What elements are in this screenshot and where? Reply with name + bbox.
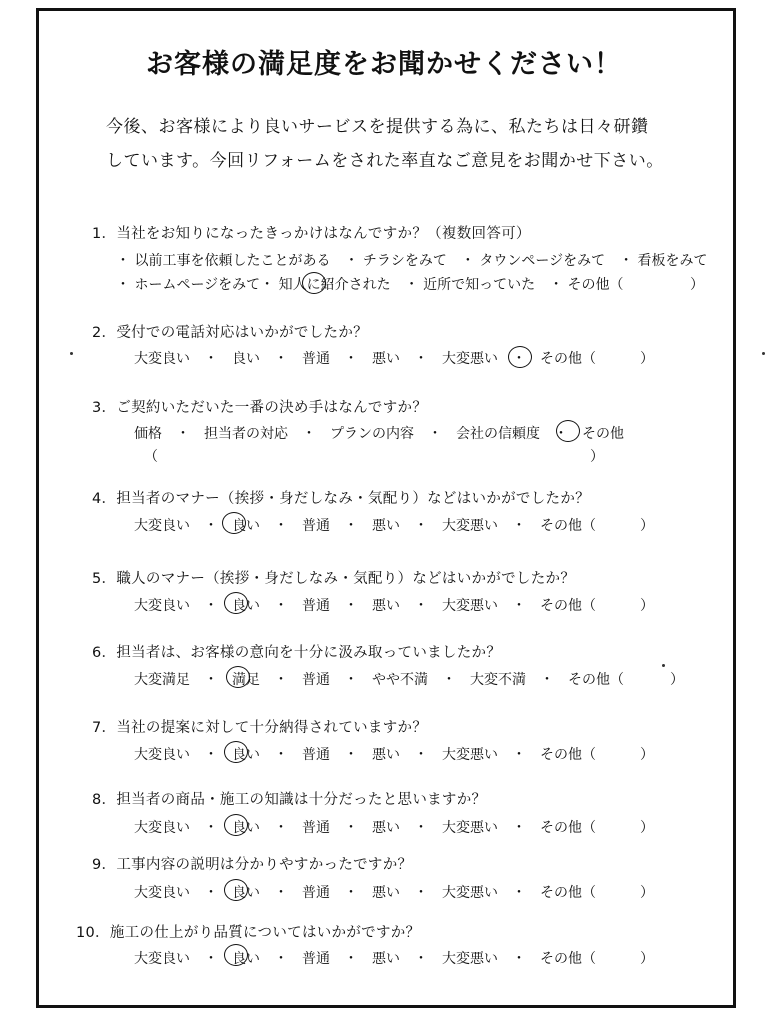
question-5-options: 大変良い ・ 良い ・ 普通 ・ 悪い ・ 大変悪い ・ その他（ bbox=[134, 598, 596, 614]
scan-speck bbox=[662, 664, 665, 667]
question-4: 4．担当者のマナー（挨拶・身だしなみ・気配り）などはいかがでしたか？ bbox=[92, 491, 590, 507]
question-9: 9．工事内容の説明は分かりやすかったですか？ bbox=[92, 857, 413, 873]
question-7-options: 大変良い ・ 良い ・ 普通 ・ 悪い ・ 大変悪い ・ その他（ bbox=[134, 747, 596, 763]
answer-circle-q10 bbox=[224, 944, 248, 966]
scan-speck bbox=[70, 352, 73, 355]
question-1-options-row-1: ・ 以前工事を依頼したことがある ・ チラシをみて ・ タウンページをみて ・ 看板をみて bbox=[116, 253, 708, 269]
question-1-options-row-2: ・ ホームページをみて・ 知人に紹介された ・ 近所で知っていた ・ その他（ bbox=[116, 277, 624, 293]
answer-circle-q7 bbox=[224, 741, 248, 763]
question-7: 7．当社の提案に対して十分納得されていますか？ bbox=[92, 720, 428, 736]
question-9-close-paren: ） bbox=[640, 885, 654, 901]
question-2-close-paren: ） bbox=[640, 351, 654, 367]
question-6-options: 大変満足 ・ 満足 ・ 普通 ・ やや不満 ・ 大変不満 ・ その他（ bbox=[134, 672, 624, 688]
question-1-close-paren: ） bbox=[690, 277, 704, 293]
question-7-close-paren: ） bbox=[640, 747, 654, 763]
answer-circle-q8 bbox=[224, 814, 248, 836]
question-2-options: 大変良い ・ 良い ・ 普通 ・ 悪い ・ 大変悪い ・ その他（ bbox=[134, 351, 596, 367]
question-1: 1．当社をお知りになったきっかけはなんですか？（複数回答可） bbox=[92, 226, 531, 242]
question-8-options: 大変良い ・ 良い ・ 普通 ・ 悪い ・ 大変悪い ・ その他（ bbox=[134, 820, 596, 836]
answer-circle-q9 bbox=[224, 879, 248, 901]
question-8-close-paren: ） bbox=[640, 820, 654, 836]
question-6-close-paren: ） bbox=[670, 672, 684, 688]
answer-circle-q6 bbox=[226, 666, 250, 688]
answer-circle-q3 bbox=[556, 420, 580, 442]
question-5-close-paren: ） bbox=[640, 598, 654, 614]
question-3-options: 価格 ・ 担当者の対応 ・ プランの内容 ・ 会社の信頼度 ・ その他 bbox=[134, 426, 624, 442]
question-4-close-paren: ） bbox=[640, 518, 654, 534]
question-3: 3．ご契約いただいた一番の決め手はなんですか？ bbox=[92, 400, 428, 416]
question-3-close-paren: ） bbox=[590, 449, 604, 465]
question-8: 8．担当者の商品・施工の知識は十分だったと思いますか？ bbox=[92, 792, 487, 808]
page-title: お客様の満足度をお聞かせください！ bbox=[146, 49, 622, 80]
question-6: 6．担当者は、お客様の意向を十分に汲み取っていましたか？ bbox=[92, 645, 502, 661]
answer-circle-q4 bbox=[222, 512, 246, 534]
question-10: 10．施工の仕上がり品質についてはいかがですか？ bbox=[76, 925, 421, 941]
scan-speck bbox=[762, 352, 765, 355]
question-5: 5．職人のマナー（挨拶・身だしなみ・気配り）などはいかがでしたか？ bbox=[92, 571, 576, 587]
intro-line-1: 今後、お客様により良いサービスを提供する為に、私たちは日々研鑽 bbox=[106, 117, 649, 137]
question-10-options: 大変良い ・ 良い ・ 普通 ・ 悪い ・ 大変悪い ・ その他（ bbox=[134, 951, 596, 967]
question-9-options: 大変良い ・ 良い ・ 普通 ・ 悪い ・ 大変悪い ・ その他（ bbox=[134, 885, 596, 901]
question-3-open-paren: （ bbox=[144, 449, 158, 465]
question-10-close-paren: ） bbox=[640, 951, 654, 967]
answer-circle-q2 bbox=[508, 346, 532, 368]
question-4-options: 大変良い ・ 良い ・ 普通 ・ 悪い ・ 大変悪い ・ その他（ bbox=[134, 518, 596, 534]
intro-line-2: しています。今回リフォームをされた率直なご意見をお聞かせ下さい。 bbox=[106, 151, 664, 171]
question-2: 2．受付での電話対応はいかがでしたか？ bbox=[92, 325, 368, 341]
answer-circle-q1 bbox=[302, 272, 326, 294]
answer-circle-q5 bbox=[224, 592, 248, 614]
